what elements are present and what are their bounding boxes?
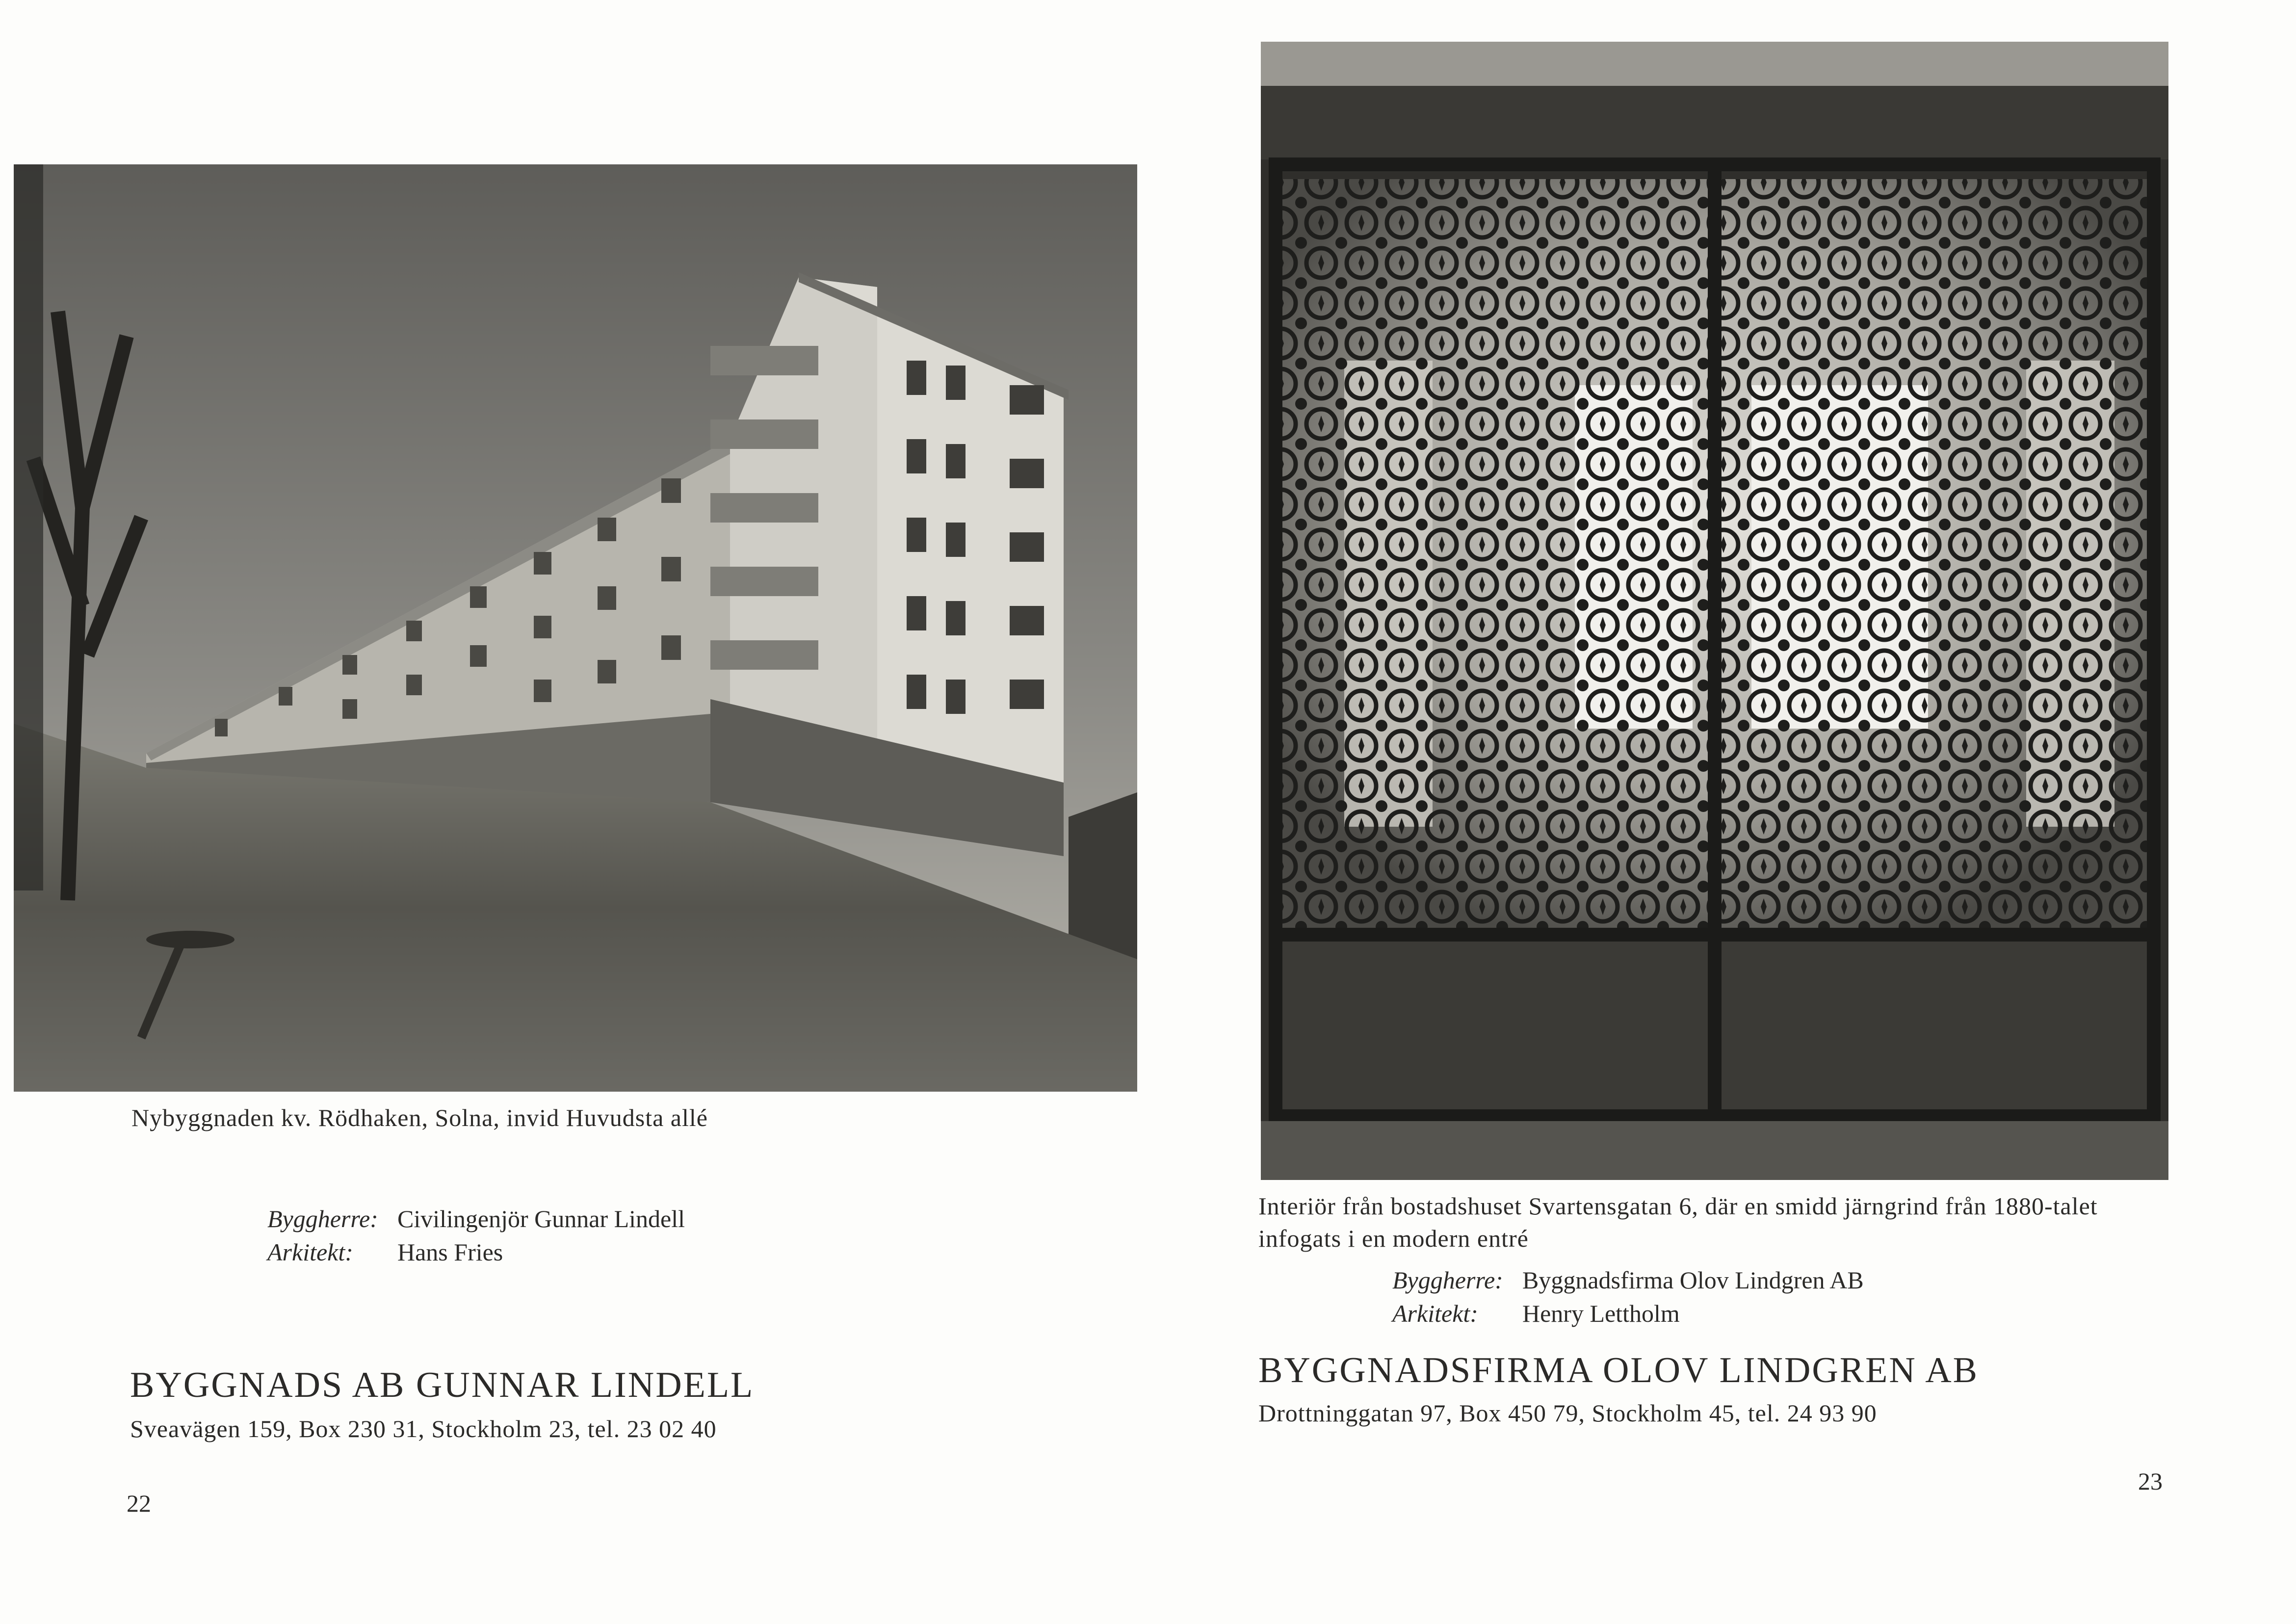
photo-caption: Interiör från bostadshuset Svartensgatan 6, där en smidd järngrind från 1880-talet infogats i en modern entré bbox=[1258, 1192, 2098, 1252]
architect-value: Hans Fries bbox=[397, 1238, 503, 1266]
client-label: Byggherre: bbox=[1392, 1266, 1503, 1294]
credits-block bbox=[267, 1202, 685, 1269]
iron-gate-photo bbox=[1261, 42, 2168, 1180]
page-number: 23 bbox=[2138, 1467, 2163, 1495]
apartment-building-photo-icon bbox=[14, 164, 1137, 1092]
client-label: Byggherre: bbox=[267, 1205, 378, 1232]
right-page bbox=[1163, 0, 2296, 1624]
page-number: 22 bbox=[127, 1490, 151, 1517]
wrought-iron-gate-photo-icon bbox=[1261, 42, 2168, 1180]
building-photo bbox=[14, 164, 1137, 1092]
architect-label: Arkitekt: bbox=[267, 1238, 353, 1266]
credits-block bbox=[1392, 1263, 1864, 1330]
client-value: Byggnadsfirma Olov Lindgren AB bbox=[1522, 1266, 1864, 1294]
credit-row-client bbox=[1392, 1263, 1864, 1297]
credit-row-architect bbox=[1392, 1297, 1864, 1330]
client-value: Civilingenjör Gunnar Lindell bbox=[397, 1205, 685, 1232]
architect-label: Arkitekt: bbox=[1392, 1300, 1478, 1327]
photo-caption: Nybyggnaden kv. Rödhaken, Solna, invid Huvudsta allé bbox=[131, 1104, 708, 1131]
firm-name: BYGGNADSFIRMA OLOV LINDGREN AB bbox=[1258, 1350, 1979, 1390]
firm-name: BYGGNADS AB GUNNAR LINDELL bbox=[130, 1365, 755, 1405]
credit-row-client bbox=[267, 1202, 685, 1235]
architect-value: Henry Lettholm bbox=[1522, 1300, 1680, 1327]
credit-row-architect bbox=[267, 1235, 685, 1269]
firm-address: Sveavägen 159, Box 230 31, Stockholm 23, tel. 23 02 40 bbox=[130, 1415, 717, 1442]
firm-address: Drottninggatan 97, Box 450 79, Stockholm 45, tel. 24 93 90 bbox=[1258, 1399, 1877, 1427]
